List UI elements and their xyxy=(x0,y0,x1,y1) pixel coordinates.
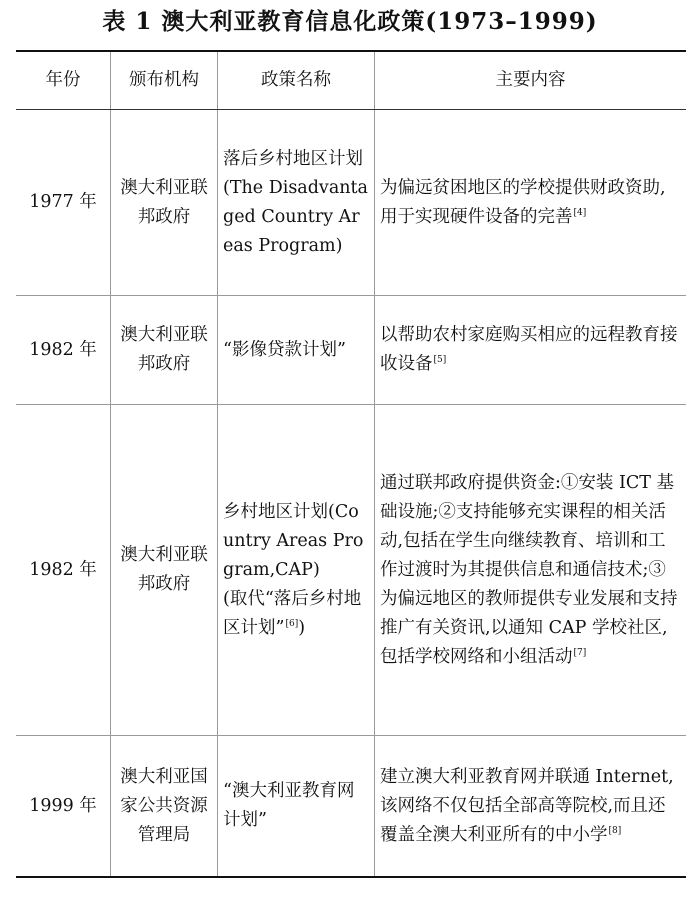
policy-name-cell: “澳大利亚教育网计划” xyxy=(218,736,375,878)
table-title: 表 1 澳大利亚教育信息化政策(1973–1999) xyxy=(102,8,598,35)
header-row xyxy=(16,51,686,110)
content-cell xyxy=(375,736,687,878)
reference-marker: [6] xyxy=(285,618,299,629)
policy-name-note: (取代“落后乡村地区计划” xyxy=(223,588,362,638)
policy-name-cell: 落后乡村地区计划(The Disadvantaged Country Areas Program) xyxy=(218,110,375,296)
agency-cell: 澳大利亚国家公共资源管理局 xyxy=(111,736,218,878)
table-row xyxy=(16,405,686,736)
table-row xyxy=(16,110,686,296)
policy-name-text: 乡村地区计划(Country Areas Program,CAP) xyxy=(223,501,364,580)
reference-marker: [7] xyxy=(573,647,587,658)
table-row xyxy=(16,736,686,878)
table-body xyxy=(16,110,686,878)
table-header xyxy=(16,51,686,110)
agency-cell: 澳大利亚联邦政府 xyxy=(111,296,218,405)
policy-name-note-end: ) xyxy=(298,617,306,638)
reference-marker: [8] xyxy=(608,825,622,836)
year-cell: 1982 年 xyxy=(16,296,111,405)
policy-table xyxy=(16,50,686,878)
agency-cell: 澳大利亚联邦政府 xyxy=(111,405,218,736)
content-cell xyxy=(375,405,687,736)
content-cell xyxy=(375,296,687,405)
content-text: 通过联邦政府提供资金:①安装 ICT 基础设施;②支持能够充实课程的相关活动,包括在学生向继续教育、培训和工作过渡时为其提供信息和通信技术;③为偏远地区的教师提供专业发展和支持推广有关资讯,以通知 CAP 学校社区,包括学校网络和小组活动 xyxy=(380,472,678,667)
content-text: 为偏远贫困地区的学校提供财政资助,用于实现硬件设备的完善 xyxy=(380,177,666,227)
year-cell: 1977 年 xyxy=(16,110,111,296)
header-content: 主要内容 xyxy=(375,51,687,110)
header-agency: 颁布机构 xyxy=(111,51,218,110)
policy-name-cell: “影像贷款计划” xyxy=(218,296,375,405)
header-policy-name: 政策名称 xyxy=(218,51,375,110)
content-text: 建立澳大利亚教育网并联通 Internet,该网络不仅包括全部高等院校,而且还覆盖全澳大利亚所有的中小学 xyxy=(380,766,674,845)
content-text: 以帮助农村家庭购买相应的远程教育接收设备 xyxy=(380,325,678,374)
policy-name-cell xyxy=(218,405,375,736)
header-year: 年份 xyxy=(16,51,111,110)
content-cell xyxy=(375,110,687,296)
year-cell: 1999 年 xyxy=(16,736,111,878)
reference-marker: [5] xyxy=(433,355,447,366)
agency-cell: 澳大利亚联邦政府 xyxy=(111,110,218,296)
year-cell: 1982 年 xyxy=(16,405,111,736)
table-row xyxy=(16,296,686,405)
reference-marker: [4] xyxy=(573,207,587,218)
